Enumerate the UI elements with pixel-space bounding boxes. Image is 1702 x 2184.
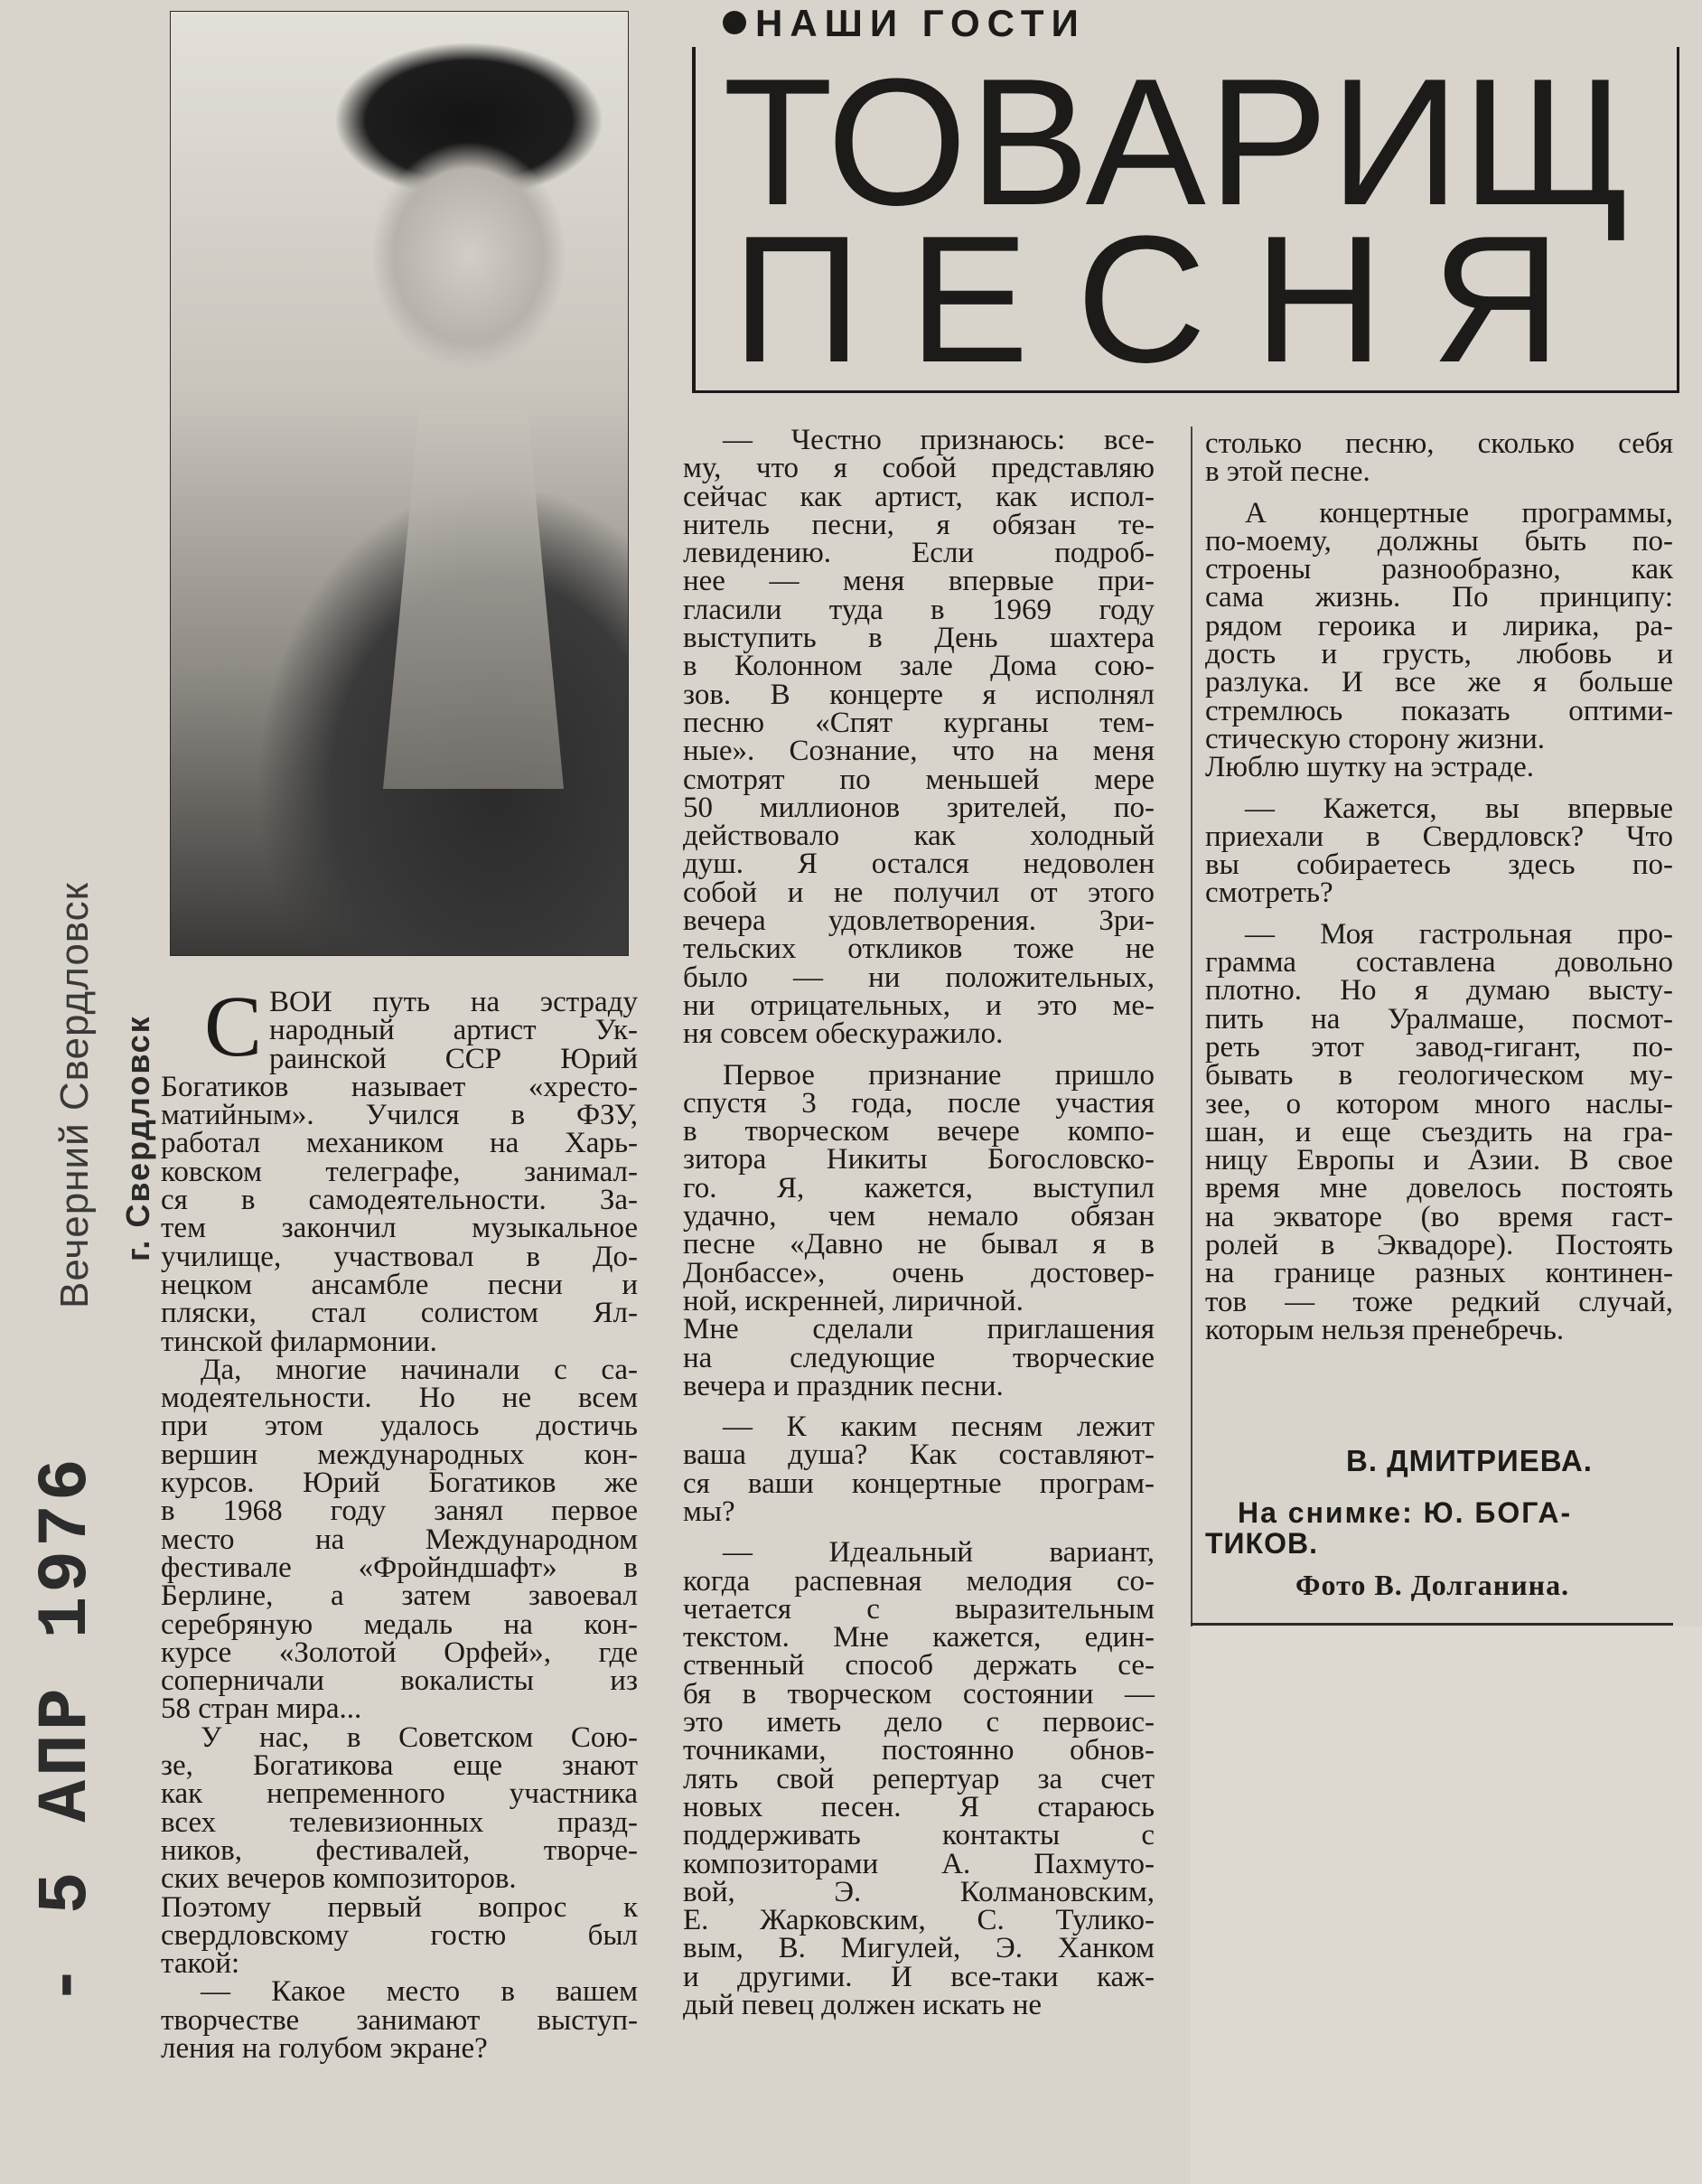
text-line: четается с выразительным xyxy=(683,1592,1155,1626)
portrait-photo xyxy=(170,11,629,956)
text-line: такой: xyxy=(161,1947,240,1981)
text-line: смотреть? xyxy=(1205,876,1333,910)
text-line: пляски, стал солистом Ял- xyxy=(161,1297,638,1330)
text-line: тельских откликов тоже не xyxy=(683,933,1155,966)
text-line: рядом героика и лирика, ра- xyxy=(1205,609,1673,642)
text-line: гласили туда в 1969 году xyxy=(683,593,1155,626)
text-line: смотрят по меньшей мере xyxy=(683,763,1155,796)
text-line: вершин международных кон- xyxy=(161,1438,638,1471)
text-line: Донбассе», очень достовер- xyxy=(683,1256,1155,1289)
text-line: стремлюсь показать оптими- xyxy=(1205,694,1673,727)
text-line: на следующие творческие xyxy=(683,1341,1155,1374)
text-line: лять свой репертуар за счет xyxy=(683,1762,1155,1795)
text-line: Да, многие начинали с са- xyxy=(201,1353,638,1386)
text-line: ских вечеров композиторов. xyxy=(161,1862,517,1896)
text-line: фестивале «Фройндшафт» в xyxy=(161,1551,638,1584)
text-line: грамма составлена довольно xyxy=(1205,946,1673,980)
text-line: Богатиков называет «хресто- xyxy=(161,1070,638,1103)
text-line: свердловскому гостю был xyxy=(161,1918,638,1952)
text-line: бывать в геологическом му- xyxy=(1205,1059,1673,1092)
column-1-lines xyxy=(161,978,638,2065)
text-line: столько песню, сколько себя xyxy=(1205,427,1673,460)
text-line: раинской ССР Юрий xyxy=(269,1042,638,1075)
photo-tie-shape xyxy=(383,409,564,789)
text-line: вым, В. Мигулей, Э. Ханком xyxy=(683,1932,1155,1965)
text-line: ковском телеграфе, занимал- xyxy=(161,1155,638,1188)
text-line: Поэтому первый вопрос к xyxy=(161,1890,638,1924)
text-line: песне «Давно не бывал я в xyxy=(683,1228,1155,1261)
text-line: новых песен. Я стараюсь xyxy=(683,1790,1155,1823)
text-line: реть этот завод-гигант, по- xyxy=(1205,1030,1673,1064)
text-line: текстом. Мне кажется, един- xyxy=(683,1621,1155,1654)
text-line: курсе «Золотой Орфей», где xyxy=(161,1636,638,1669)
text-line: А концертные программы, xyxy=(1245,496,1673,530)
text-line: душ. Я остался недоволен xyxy=(683,848,1155,881)
rubric-text: НАШИ ГОСТИ xyxy=(755,2,1086,44)
text-line: народный артист Ук- xyxy=(269,1014,638,1047)
text-line: было — ни положительных, xyxy=(683,961,1155,994)
text-line: Е. Жарковским, С. Тулико- xyxy=(683,1904,1155,1937)
drop-cap: С xyxy=(204,978,263,1074)
text-line: нитель песни, я обязан те- xyxy=(683,508,1155,541)
text-line: ни отрицательных, и это ме- xyxy=(683,989,1155,1022)
text-line: Первое признание пришло xyxy=(723,1058,1155,1092)
text-line: действовало как холодный xyxy=(683,820,1155,853)
text-line: как непременного участника xyxy=(161,1777,638,1811)
text-line: ся ваши концертные програм- xyxy=(683,1467,1155,1500)
text-line: зе, Богатикова еще знают xyxy=(161,1749,638,1783)
text-line: му, что я собой представляю xyxy=(683,452,1155,485)
caption-rule xyxy=(1191,1623,1673,1626)
column-3-lines xyxy=(1205,427,1673,1346)
article-column-1 xyxy=(161,978,638,2065)
text-line: — Какое место в вашем xyxy=(201,1975,638,2009)
text-line: разлука. И все же я больше xyxy=(1205,666,1673,699)
text-line: Мне сделали приглашения xyxy=(683,1313,1155,1346)
text-line: вечера удовлетворения. Зри- xyxy=(683,905,1155,938)
text-line: ся в самодеятельности. За- xyxy=(161,1184,638,1217)
headline-line-1: ТОВАРИЩ xyxy=(723,42,1633,243)
text-line: удачно, чем немало обязан xyxy=(683,1200,1155,1233)
text-line: ственный способ держать се- xyxy=(683,1649,1155,1683)
text-line: ные». Сознание, что на меня xyxy=(683,735,1155,768)
text-line: Люблю шутку на эстраде. xyxy=(1205,751,1535,784)
text-line: дость и грусть, любовь и xyxy=(1205,638,1673,671)
text-line: нецком ансамбле песни и xyxy=(161,1268,638,1301)
text-line: ников, фестивалей, творче- xyxy=(161,1833,638,1867)
text-line: выступить в День шахтера xyxy=(683,622,1155,655)
text-line: училище, участвовал в До- xyxy=(161,1240,638,1273)
text-line: зов. В концерте я исполнял xyxy=(683,678,1155,711)
text-line: строены разнообразно, как xyxy=(1205,553,1673,586)
text-line: песню «Спят курганы тем- xyxy=(683,706,1155,739)
text-line: тем закончил музыкальное xyxy=(161,1212,638,1245)
text-line: нее — меня впервые при- xyxy=(683,565,1155,598)
text-line: место на Международном xyxy=(161,1523,638,1556)
text-line: тинской филармонии. xyxy=(161,1325,437,1358)
text-line: ления на голубом экране? xyxy=(161,2031,488,2065)
text-line: работал механиком на Харь- xyxy=(161,1127,638,1160)
text-line: серебряную медаль на кон- xyxy=(161,1608,638,1641)
text-line: в 1968 году занял первое xyxy=(161,1495,638,1528)
text-line: — Кажется, вы впервые xyxy=(1245,792,1673,825)
text-line: в этой песне. xyxy=(1205,455,1370,489)
headline-line-2: ПЕСНЯ xyxy=(732,199,1609,400)
text-line: по-моему, должны быть по- xyxy=(1205,524,1673,558)
text-line: время мне довелось постоять xyxy=(1205,1172,1673,1205)
text-line: ной, искренней, лиричной. xyxy=(683,1284,1024,1317)
text-line: го. Я, кажется, выступил xyxy=(683,1171,1155,1204)
text-line: ВОИ путь на эстраду xyxy=(269,986,638,1018)
text-line: левидению. Если подроб- xyxy=(683,537,1155,570)
text-line: — Идеальный вариант, xyxy=(723,1536,1155,1570)
text-line: и другими. И все-таки каж- xyxy=(683,1960,1155,1993)
text-line: вой, Э. Колмановским, xyxy=(683,1875,1155,1908)
article-column-2 xyxy=(683,426,1155,2020)
text-line: Берлине, а затем завоевал xyxy=(161,1579,638,1613)
text-line: — Моя гастрольная про- xyxy=(1245,917,1673,951)
text-line: композиторами А. Пахмуто- xyxy=(683,1847,1155,1880)
author-signature: В. ДМИТРИЕВА. xyxy=(1346,1444,1593,1477)
photo-caption-line-2: ТИКОВ. xyxy=(1205,1527,1318,1560)
text-line: вы собираетесь здесь по- xyxy=(1205,848,1673,882)
text-line: в творческом вечере компо- xyxy=(683,1115,1155,1148)
text-line: творчестве занимают выступ- xyxy=(161,2003,638,2037)
text-line: которым нельзя пренебречь. xyxy=(1205,1313,1565,1346)
text-line: ня совсем обескуражило. xyxy=(683,1017,1004,1051)
text-line: ваша душа? Как составляют- xyxy=(683,1439,1155,1472)
text-line: дый певец должен искать не xyxy=(683,1989,1043,2022)
text-line: — К каким песням лежит xyxy=(723,1411,1155,1444)
blank-paper-area xyxy=(1191,1626,1702,2184)
text-line: на границе разных континен- xyxy=(1205,1257,1673,1290)
text-line: шан, и еще съездить на гра- xyxy=(1205,1115,1673,1148)
rubric-label xyxy=(723,2,1086,45)
bullet-icon xyxy=(723,11,746,34)
text-line: вечера и праздник песни. xyxy=(683,1369,1004,1402)
text-line: соперничали вокалисты из xyxy=(161,1664,638,1698)
text-line: в Колонном зале Дома сою- xyxy=(683,650,1155,683)
text-line: на экваторе (во время гаст- xyxy=(1205,1200,1673,1233)
text-line: плотно. Но я думаю высту- xyxy=(1205,974,1673,1008)
text-line: собой и не получил от этого xyxy=(683,876,1155,909)
article-column-3 xyxy=(1205,427,1673,1346)
text-line: при этом удалось достичь xyxy=(161,1410,638,1443)
text-line: курсов. Юрий Богатиков же xyxy=(161,1467,638,1500)
text-line: 58 стран мира... xyxy=(161,1692,362,1726)
text-line: зее, о котором много наслы- xyxy=(1205,1087,1673,1120)
column-divider xyxy=(1191,426,1192,1628)
text-line: стическую сторону жизни. xyxy=(1205,722,1546,755)
text-line: точниками, постоянно обнов- xyxy=(683,1734,1155,1767)
text-line: тов — тоже редкий случай, xyxy=(1205,1285,1673,1318)
text-line: мы? xyxy=(683,1495,735,1528)
text-line: когда распевная мелодия со- xyxy=(683,1564,1155,1598)
text-line: сама жизнь. По принципу: xyxy=(1205,581,1673,614)
text-line: всех телевизионных празд- xyxy=(161,1805,638,1839)
text-line: бя в творческом состоянии — xyxy=(683,1677,1155,1711)
text-line: 50 миллионов зрителей, по- xyxy=(683,791,1155,824)
text-line: сейчас как артист, как испол- xyxy=(683,480,1155,513)
text-line: У нас, в Советском Сою- xyxy=(201,1720,638,1754)
text-line: матийным». Учился в ФЗУ, xyxy=(161,1099,638,1132)
text-line: поддерживать контакты с xyxy=(683,1819,1155,1852)
photo-credit: Фото В. Долганина. xyxy=(1295,1569,1570,1601)
text-line: это иметь дело с первоис- xyxy=(683,1706,1155,1739)
text-line: пить на Уралмаше, посмот- xyxy=(1205,1002,1673,1036)
text-line: спустя 3 года, после участия xyxy=(683,1086,1155,1120)
text-line: модеятельности. Но не всем xyxy=(161,1382,638,1415)
newspaper-name-stamp: Вечерний Свердловск xyxy=(52,882,97,1308)
text-line: приехали в Свердловск? Что xyxy=(1205,820,1673,853)
text-line: ролей в Эквадоре). Постоять xyxy=(1205,1229,1673,1262)
city-stamp: г. Свердловск xyxy=(119,1015,156,1261)
text-line: ницу Европы и Азии. В свое xyxy=(1205,1144,1673,1177)
column-2-lines xyxy=(683,426,1155,2020)
text-line: зитора Никиты Богословско- xyxy=(683,1143,1155,1176)
photo-caption-line-1: На снимке: Ю. БОГА- xyxy=(1238,1496,1573,1529)
text-line: — Честно признаюсь: все- xyxy=(723,424,1155,456)
date-stamp: - 5 АПР 1976 xyxy=(27,1455,107,2006)
